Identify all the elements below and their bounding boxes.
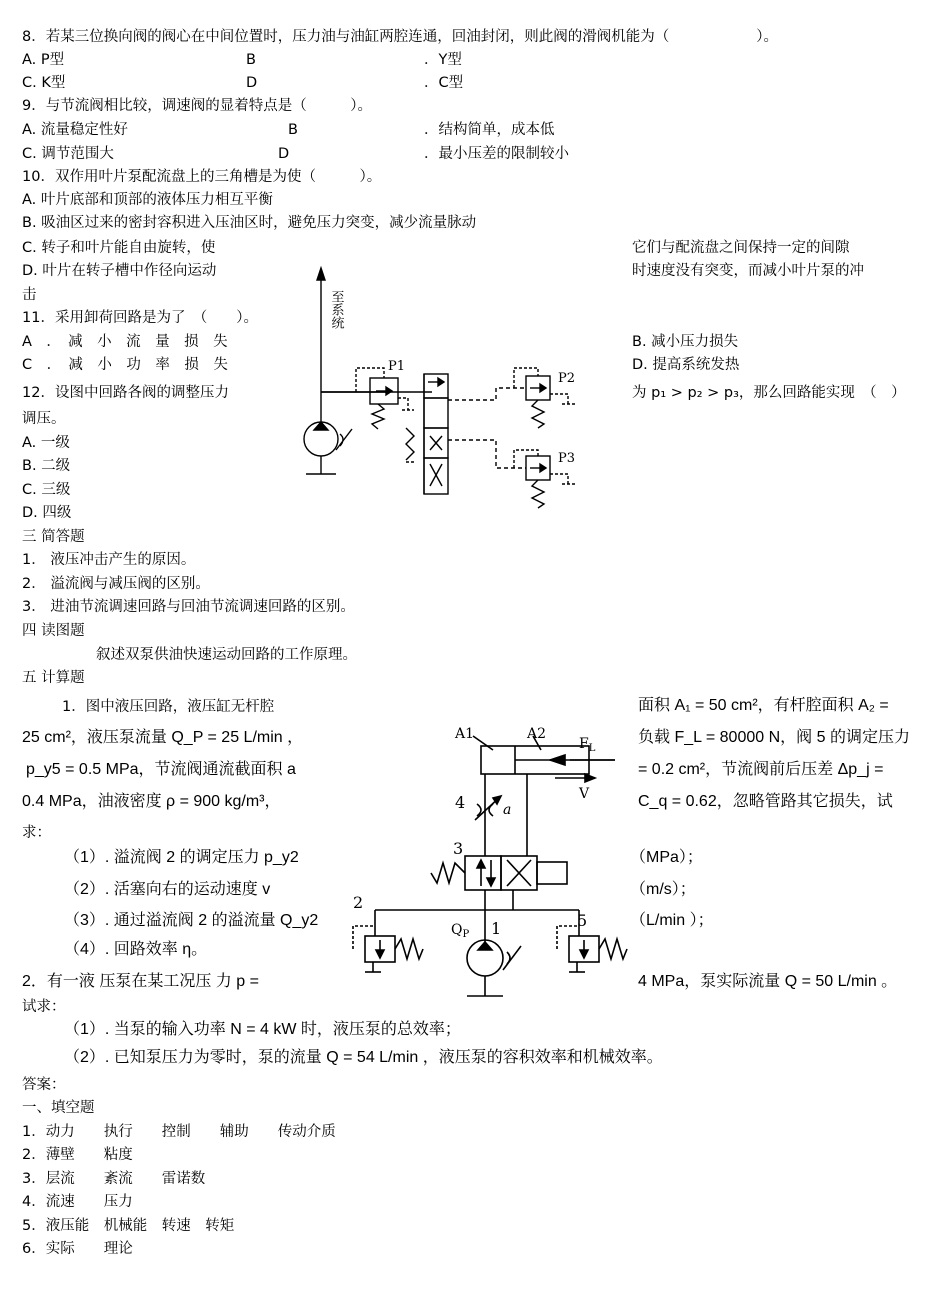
- q9-option-d: ．最小压差的限制较小: [424, 146, 569, 162]
- section-3-item-1: 1． 液压冲击产生的原因。: [22, 552, 196, 568]
- calc-1-sub-4: （4）. 回路效率 η。: [64, 941, 208, 958]
- directional-valve-number: 3: [453, 839, 464, 858]
- section-3-title: 三 简答题: [22, 529, 85, 545]
- q9-stem: 9．与节流阀相比较，调速阀的显着特点是（ ）。: [22, 98, 372, 114]
- q10-option-c-cont: 它们与配流盘之间保持一定的间隙: [632, 240, 850, 256]
- relief-valve-5-number: 5: [577, 911, 588, 930]
- calc-1-line-2: 25 cm²，液压泵流量 Q_P = 25 L/min ，: [22, 729, 304, 746]
- pump-number: 1: [491, 919, 502, 938]
- p2-label: P2: [558, 371, 576, 386]
- q10-option-b: B. 吸油区过来的密封容积进入压油区时，避免压力突变，减少流量脉动: [22, 215, 477, 231]
- q10-option-a: A. 叶片底部和顶部的液体压力相互平衡: [22, 192, 273, 208]
- throttle-area-label: a: [503, 802, 512, 818]
- pump-flow-label: $Q_P$: [451, 922, 470, 940]
- q12-stem: 12．设图中回路各阀的调整压力: [22, 385, 229, 401]
- q12-stem-cont: 为 p₁ > p₂ > p₃，那么回路能实现 （ ）: [632, 385, 906, 401]
- calc-2-line-2: 试求：: [22, 999, 66, 1015]
- q9-option-c: C. 调节范围大: [22, 146, 114, 162]
- answers-title: 答案：: [22, 1077, 66, 1093]
- q9-option-a: A. 流量稳定性好: [22, 122, 128, 138]
- section-4-item-1: 叙述双泵供油快速运动回路的工作原理。: [96, 647, 357, 663]
- answer-row-5: 5．液压能 机械能 转速 转矩: [22, 1218, 235, 1234]
- answers-subtitle: 一、填空题: [22, 1100, 95, 1116]
- q8-option-a: A. P型: [22, 52, 65, 68]
- q11-option-c: C ． 减 小 功 率 损 失: [22, 357, 228, 373]
- calc-2-line-1-cont: 4 MPa，泵实际流量 Q = 50 L/min 。: [638, 973, 898, 990]
- q11-option-a: A ． 减 小 流 量 损 失: [22, 334, 228, 350]
- calc-1-sub-3-unit: （L/min ）；: [630, 912, 714, 929]
- calc-1-line-1: 1．图中液压回路，液压缸无杆腔: [62, 699, 275, 715]
- q12-option-b: B. 二级: [22, 458, 71, 474]
- to-system-label: 至系统: [328, 290, 344, 329]
- calc-1-line-5: 求：: [22, 825, 51, 841]
- q11-stem: 11．采用卸荷回路是为了 （ ）。: [22, 310, 258, 326]
- relief-valve-2-number: 2: [353, 893, 364, 912]
- q12-option-d: D. 四级: [22, 505, 72, 521]
- load-force-label: $F_L$: [579, 736, 596, 754]
- q10-option-c: C. 转子和叶片能自由旋转，使: [22, 240, 216, 256]
- answer-row-6: 6．实际 理论: [22, 1241, 133, 1257]
- calc-1-line-4: 0.4 MPa，油液密度 ρ = 900 kg/m³，: [22, 793, 281, 810]
- p1-label: P1: [388, 359, 406, 374]
- calc-2-sub-2: （2）. 已知泵压力为零时，泵的流量 Q = 54 L/min ，液压泵的容积效率和机械效率。: [64, 1049, 663, 1066]
- pressure-circuit-diagram: [296, 264, 606, 512]
- calc-1-sub-3: （3）. 通过溢流阀 2 的溢流量 Q_y2: [64, 912, 319, 929]
- answer-row-4: 4．流速 压力: [22, 1194, 133, 1210]
- q10-stem: 10．双作用叶片泵配流盘上的三角槽是为使（ ）。: [22, 169, 382, 185]
- q10-option-d-end: 击: [22, 287, 37, 303]
- section-5-title: 五 计算题: [22, 670, 85, 686]
- throttle-valve-number: 4: [455, 793, 466, 812]
- calc-2-line-1: 2．有一液 压泵在某工况压 力 p =: [22, 973, 259, 990]
- q12-option-c: C. 三级: [22, 482, 71, 498]
- answer-row-3: 3．层流 紊流 雷诺数: [22, 1171, 206, 1187]
- calc-1-line-2-cont: 负载 F_L = 80000 N，阀 5 的调定压力: [638, 729, 910, 746]
- q8-option-b: ．Y型: [424, 52, 462, 68]
- hydraulic-cylinder-circuit-diagram: [345, 720, 635, 1010]
- q10-option-d-cont: 时速度没有突变，而减小叶片泵的冲: [632, 263, 864, 279]
- section-3-item-2: 2． 溢流阀与减压阀的区别。: [22, 576, 210, 592]
- q12-option-a: A. 一级: [22, 435, 70, 451]
- calc-2-sub-1: （1）. 当泵的输入功率 N = 4 kW 时，液压泵的总效率；: [64, 1021, 461, 1038]
- q11-option-b: B. 减小压力损失: [632, 334, 739, 350]
- velocity-label: V: [579, 786, 590, 802]
- a2-label: A2: [527, 726, 547, 742]
- answer-row-2: 2．薄壁 粘度: [22, 1147, 133, 1163]
- calc-1-line-4-cont: C_q = 0.62，忽略管路其它损失，试: [638, 793, 893, 810]
- q8-option-c: C. K型: [22, 75, 66, 91]
- answer-row-1: 1．动力 执行 控制 辅助 传动介质: [22, 1124, 336, 1140]
- q12-stem-end: 调压。: [22, 411, 66, 427]
- q9-option-b-letter: B: [288, 122, 298, 138]
- section-4-title: 四 读图题: [22, 623, 85, 639]
- q9-option-d-letter: D: [278, 146, 290, 162]
- q8-stem: 8．若某三位换向阀的阀心在中间位置时，压力油与油缸两腔连通，回油封闭，则此阀的滑阀机能为（ ）。: [22, 29, 778, 45]
- calc-1-line-3-cont: = 0.2 cm²，节流阀前后压差 Δp_j =: [638, 761, 884, 778]
- q8-option-b-letter: B: [246, 52, 256, 68]
- q10-option-d: D. 叶片在转子槽中作径向运动: [22, 263, 217, 279]
- calc-1-sub-2: （2）. 活塞向右的运动速度 v: [64, 881, 271, 898]
- calc-1-line-1-cont: 面积 A₁ = 50 cm²，有杆腔面积 A₂ =: [638, 697, 889, 714]
- a1-label: A1: [455, 726, 475, 742]
- q8-option-d-letter: D: [246, 75, 258, 91]
- calc-1-sub-1: （1）. 溢流阀 2 的调定压力 p_y2: [64, 849, 299, 866]
- calc-1-sub-2-unit: （m/s）；: [630, 881, 696, 898]
- calc-1-sub-1-unit: （MPa）；: [630, 849, 703, 866]
- q8-option-d: ．C型: [424, 75, 464, 91]
- calc-1-line-3: p_y5 = 0.5 MPa，节流阀通流截面积 a: [26, 761, 296, 778]
- q11-option-d: D. 提高系统发热: [632, 357, 740, 373]
- q9-option-b: ．结构简单，成本低: [424, 122, 555, 138]
- section-3-item-3: 3． 进油节流调速回路与回油节流调速回路的区别。: [22, 599, 355, 615]
- p3-label: P3: [558, 451, 576, 466]
